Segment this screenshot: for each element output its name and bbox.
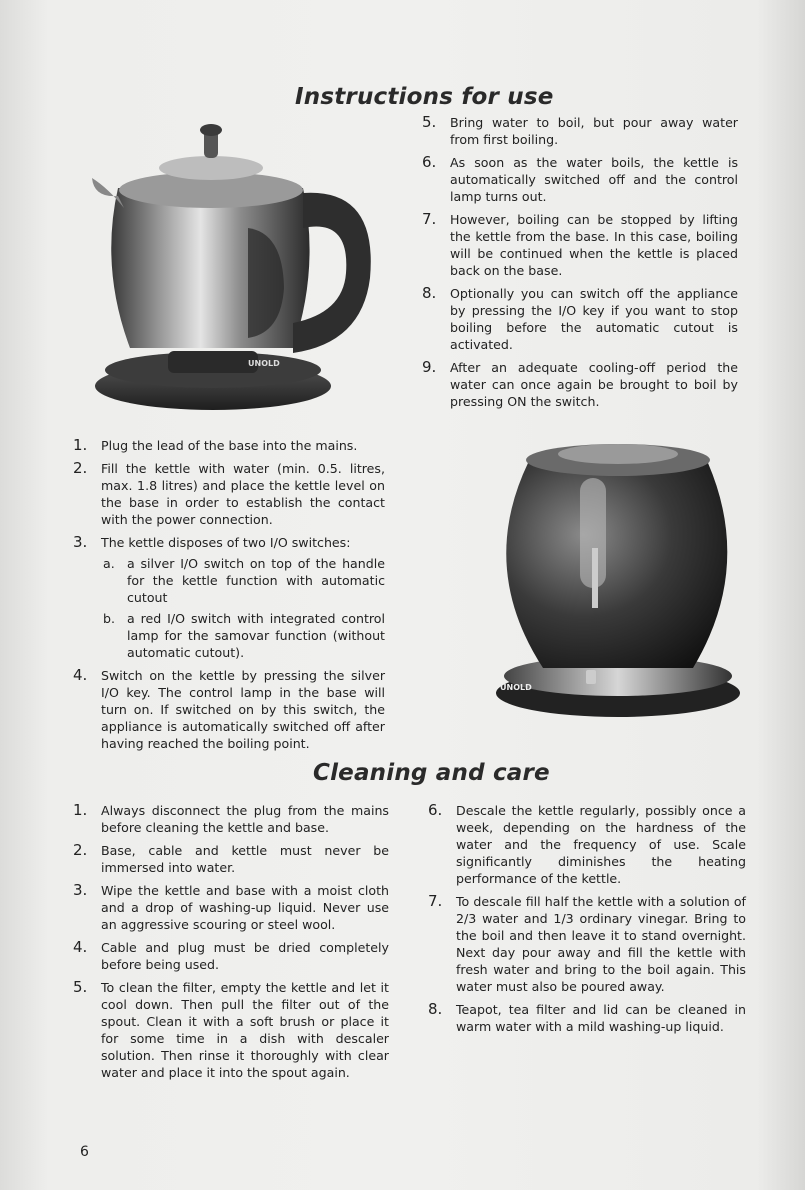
list-item: 9. After an adequate cooling-off period the water can once again be brought to boil by pressing ON the switch. <box>422 358 738 409</box>
list-item: 1. Plug the lead of the base into the mains. <box>73 436 358 454</box>
sub-list <box>101 555 385 661</box>
list-item: 8. Optionally you can switch off the appliance by pressing the I/O key if you want to stop boiling before the automatic cutout is activated. <box>422 284 738 352</box>
list-item: 1. Always disconnect the plug from the mains before cleaning the kettle and base. <box>73 801 389 835</box>
cleaning-list-left <box>73 802 389 1087</box>
sub-list-item: b. a red I/O switch with integrated control lamp for the samovar function (without automatic cutout). <box>103 611 385 660</box>
list-item: 3. Wipe the kettle and base with a moist cloth and a drop of washing-up liquid. Never use an aggressive scouring or steel wool. <box>73 881 389 932</box>
list-item: 8. Teapot, tea filter and lid can be cleaned in warm water with a mild washing-up liquid. <box>428 1000 746 1034</box>
page-number: 6 <box>80 1144 89 1160</box>
sub-list-item: a. a silver I/O switch on top of the handle for the kettle function with automatic cutout <box>103 556 385 605</box>
kettle-brand-text: UNOLD <box>248 359 280 368</box>
list-item: 7. However, boiling can be stopped by lifting the kettle from the base. In this case, boiling will be continued when the kettle is placed back on the base. <box>422 210 738 278</box>
list-item: 6. Descale the kettle regularly, possibly once a week, depending on the hardness of the water and the frequency of use. Scale significantly diminishes the heating performance of the kettle. <box>428 801 746 886</box>
list-item: 6. As soon as the water boils, the kettle is automatically switched off and the control lamp turns out. <box>422 153 738 204</box>
samovar-brand-text: UNOLD <box>500 683 532 692</box>
samovar-photo <box>488 418 748 723</box>
list-item: 2. Base, cable and kettle must never be immersed into water. <box>73 841 389 875</box>
kettle-photo <box>88 118 373 416</box>
list-item: 7. To descale fill half the kettle with a solution of 2/3 water and 1/3 ordinary vinegar. Bring to the boil and then leave it to stand overnight. Next day pour away and fill the kettle with fresh water and bring to the boil again. This water must also be poured away. <box>428 892 746 994</box>
list-item: 2. Fill the kettle with water (min. 0.5. litres, max. 1.8 litres) and place the kettle level on the base in order to establish the contact with the power connection. <box>73 459 385 527</box>
instructions-list-left <box>73 437 385 758</box>
instructions-title: Instructions for use <box>295 84 554 110</box>
cleaning-list-right <box>428 802 746 1041</box>
cleaning-title: Cleaning and care <box>313 760 550 786</box>
list-item: 5. Bring water to boil, but pour away water from first boiling. <box>422 113 738 147</box>
instructions-list-right <box>422 114 738 416</box>
list-item: 3. The kettle disposes of two I/O switches: a. a silver I/O switch on top of the handle for the kettle function with automatic cutout b. a red I/O switch with integrated control lamp for the samovar function (without automatic cutout). <box>73 533 385 660</box>
list-item: 4. Cable and plug must be dried completely before being used. <box>73 938 389 972</box>
list-item: 5. To clean the filter, empty the kettle and let it cool down. Then pull the filter out of the spout. Clean it with a soft brush or place it for some time in a dish with descaler solution. Then rinse it thoroughly with clear water and place it into the spout again. <box>73 978 389 1080</box>
list-item: 4. Switch on the kettle by pressing the silver I/O key. The control lamp in the base will turn on. If switched on by this switch, the appliance is automatically switched off after having reached the boiling point. <box>73 666 385 751</box>
